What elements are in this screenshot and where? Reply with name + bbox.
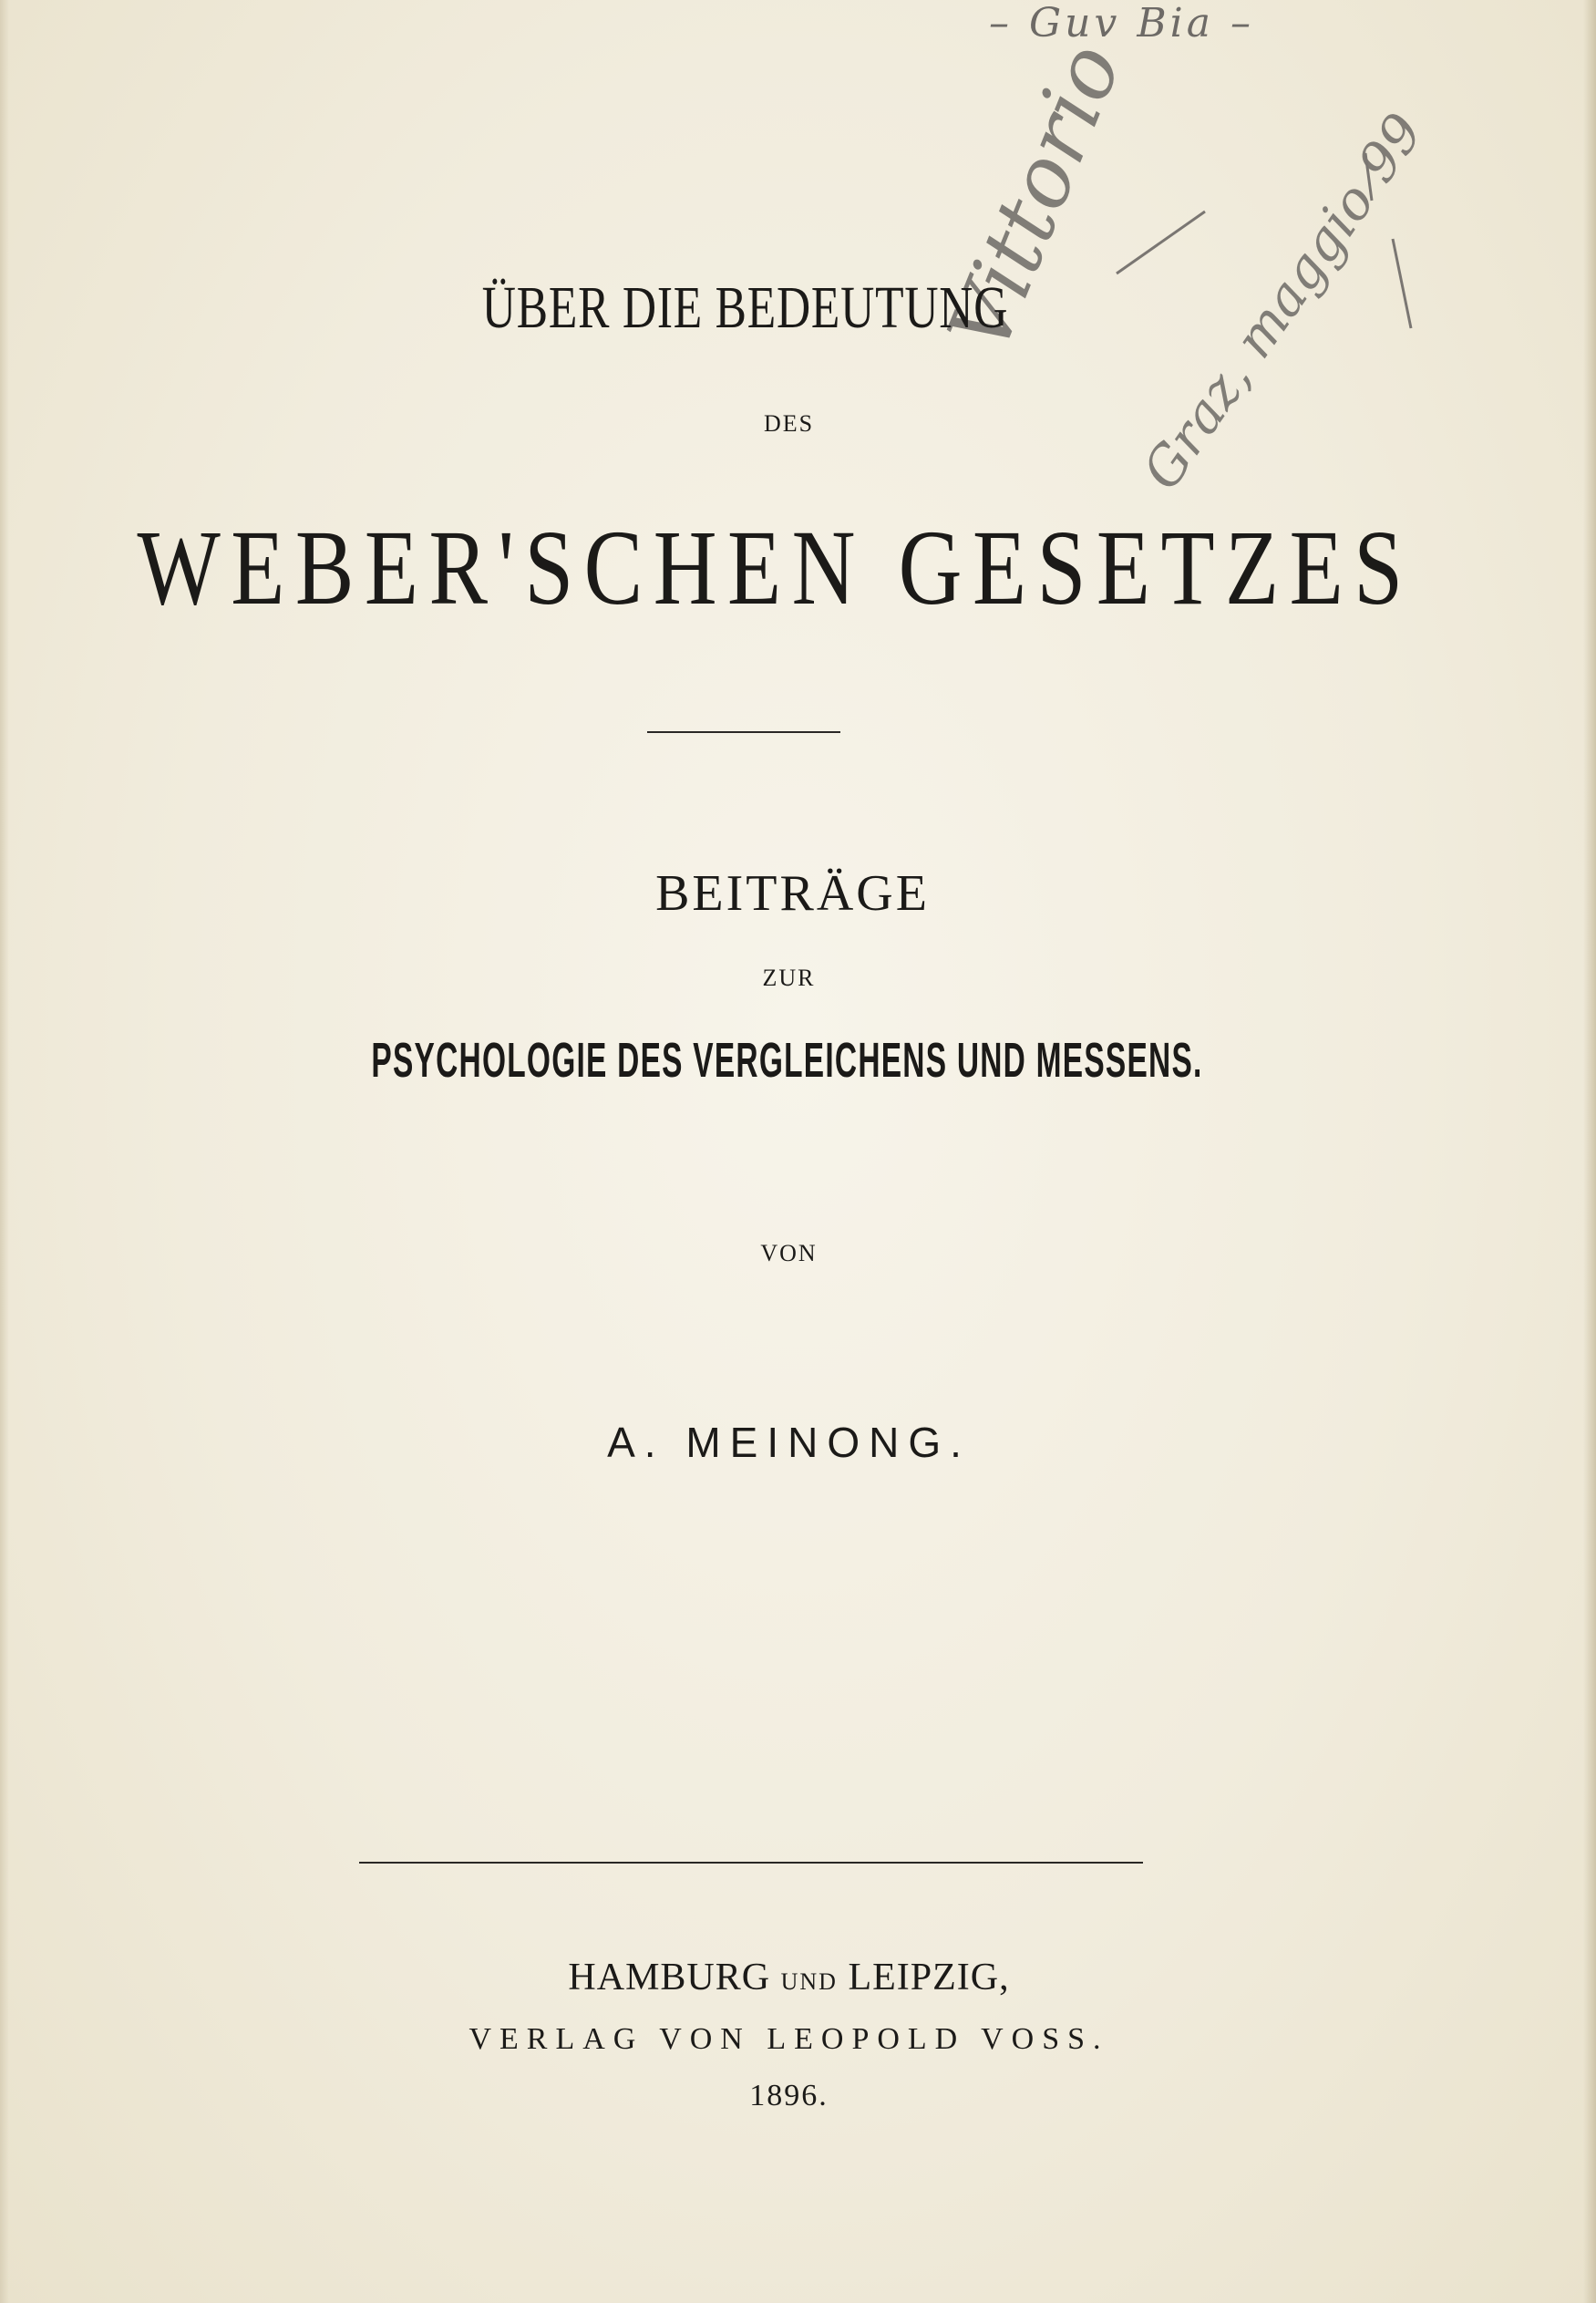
imprint-year: 1896. [749, 2079, 829, 2112]
imprint-city-2: LEIPZIG, [848, 1957, 1010, 1998]
pencil-stroke [1365, 153, 1372, 201]
handwritten-top-note: – Guv Bia – [989, 0, 1254, 46]
title-line-3: WEBER'SCHEN GESETZES [137, 508, 1414, 627]
imprint-city-joiner: UND [780, 1968, 838, 1995]
author-name: A. MEINONG. [607, 1419, 971, 1466]
handwritten-date-note: Graz, maggio 99 [1130, 102, 1436, 501]
title-line-1: ÜBER DIE BEDEUTUNG [481, 274, 1009, 341]
divider-long [359, 1862, 1143, 1864]
imprint-cities [0, 1956, 1587, 1999]
subtitle-line-3: PSYCHOLOGIE DES VERGLEICHENS UND MESSENS. [371, 1033, 1203, 1088]
subtitle-line-1: BEITRÄGE [655, 865, 930, 922]
subtitle-line-2: ZUR [762, 965, 816, 991]
author-prefix: VON [760, 1240, 818, 1266]
title-line-2: DES [763, 410, 815, 437]
divider-short [647, 731, 840, 733]
imprint-city-1: HAMBURG [568, 1957, 771, 1998]
handwritten-signature: Vittorio [930, 30, 1141, 366]
pencil-stroke [1117, 212, 1205, 274]
imprint-publisher: VERLAG VON LEOPOLD VOSS. [469, 2022, 1109, 2056]
pencil-stroke [1393, 239, 1411, 328]
